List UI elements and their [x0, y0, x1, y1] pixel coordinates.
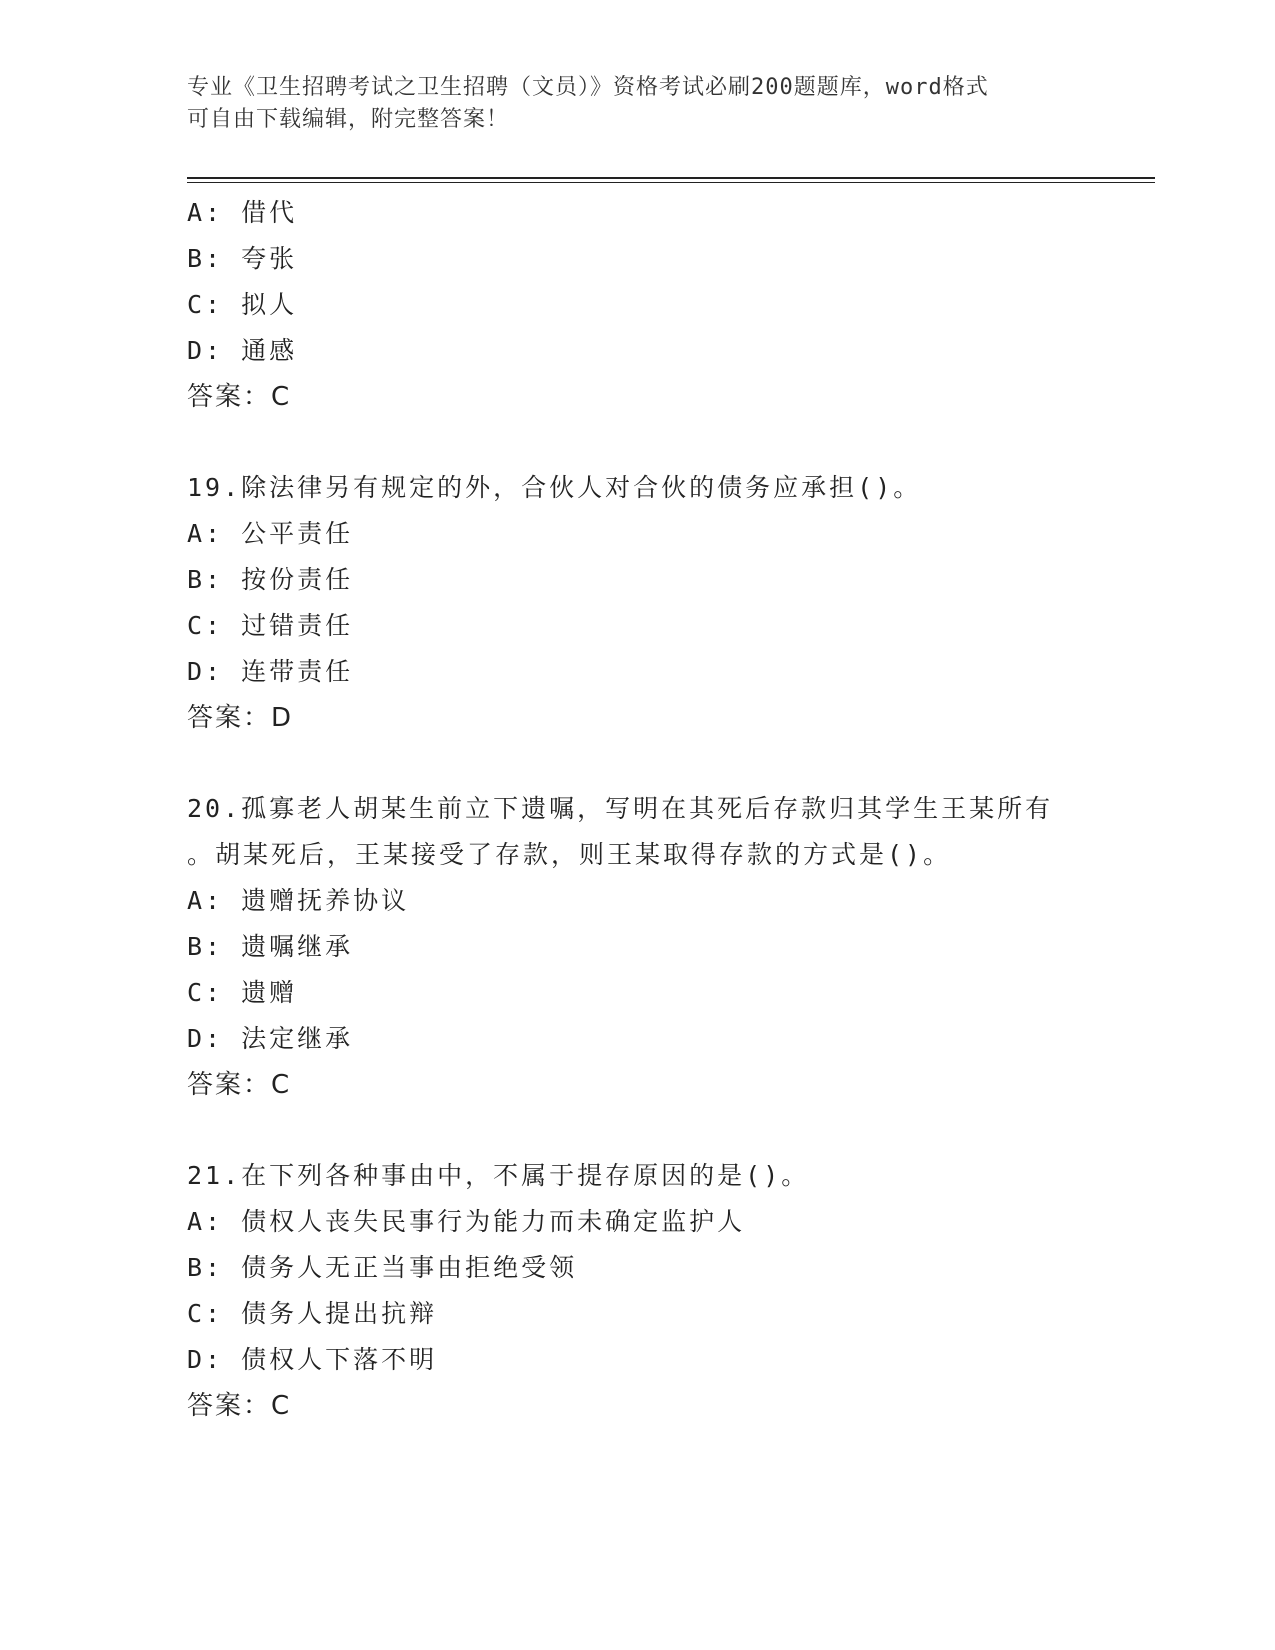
question-list — [187, 190, 1147, 1429]
question-20 — [187, 786, 1147, 1108]
question-stem-line-2: 。胡某死后，王某接受了存款，则王某取得存款的方式是()。 — [187, 840, 952, 869]
option-a: A: 债权人丧失民事行为能力而未确定监护人 — [187, 1207, 746, 1236]
header-divider-thick — [187, 177, 1155, 179]
option-d: D: 债权人下落不明 — [187, 1345, 438, 1374]
spacer — [187, 1108, 1147, 1153]
answer-line: 答案：C — [187, 1391, 292, 1421]
option-b: B: 夸张 — [187, 244, 298, 273]
question-stem-line-1: 20.孤寡老人胡某生前立下遗嘱，写明在其死后存款归其学生王某所有 — [187, 794, 1054, 823]
option-a: A: 借代 — [187, 198, 298, 227]
document-header — [187, 72, 1067, 136]
option-b: B: 遗嘱继承 — [187, 932, 354, 961]
option-c: C: 拟人 — [187, 290, 298, 319]
option-d: D: 法定继承 — [187, 1024, 354, 1053]
option-b: B: 债务人无正当事由拒绝受领 — [187, 1253, 578, 1282]
option-b: B: 按份责任 — [187, 565, 354, 594]
spacer — [187, 741, 1147, 786]
option-a: A: 遗赠抚养协议 — [187, 886, 410, 915]
option-c: C: 过错责任 — [187, 611, 354, 640]
question-21 — [187, 1153, 1147, 1429]
question-fragment — [187, 190, 1147, 420]
answer-line: 答案：D — [187, 703, 294, 733]
spacer — [187, 420, 1147, 465]
option-d: D: 连带责任 — [187, 657, 354, 686]
header-line-1: 专业《卫生招聘考试之卫生招聘（文员）》资格考试必刷200题题库，word格式 — [187, 75, 989, 100]
option-c: C: 债务人提出抗辩 — [187, 1299, 438, 1328]
question-stem: 21.在下列各种事由中，不属于提存原因的是()。 — [187, 1161, 810, 1190]
answer-line: 答案：C — [187, 382, 292, 412]
option-c: C: 遗赠 — [187, 978, 298, 1007]
option-a: A: 公平责任 — [187, 519, 354, 548]
option-d: D: 通感 — [187, 336, 298, 365]
header-divider-thin — [187, 182, 1155, 183]
answer-line: 答案：C — [187, 1070, 292, 1100]
header-line-2: 可自由下载编辑，附完整答案！ — [187, 107, 510, 132]
question-19 — [187, 465, 1147, 741]
question-stem: 19.除法律另有规定的外，合伙人对合伙的债务应承担()。 — [187, 473, 922, 502]
